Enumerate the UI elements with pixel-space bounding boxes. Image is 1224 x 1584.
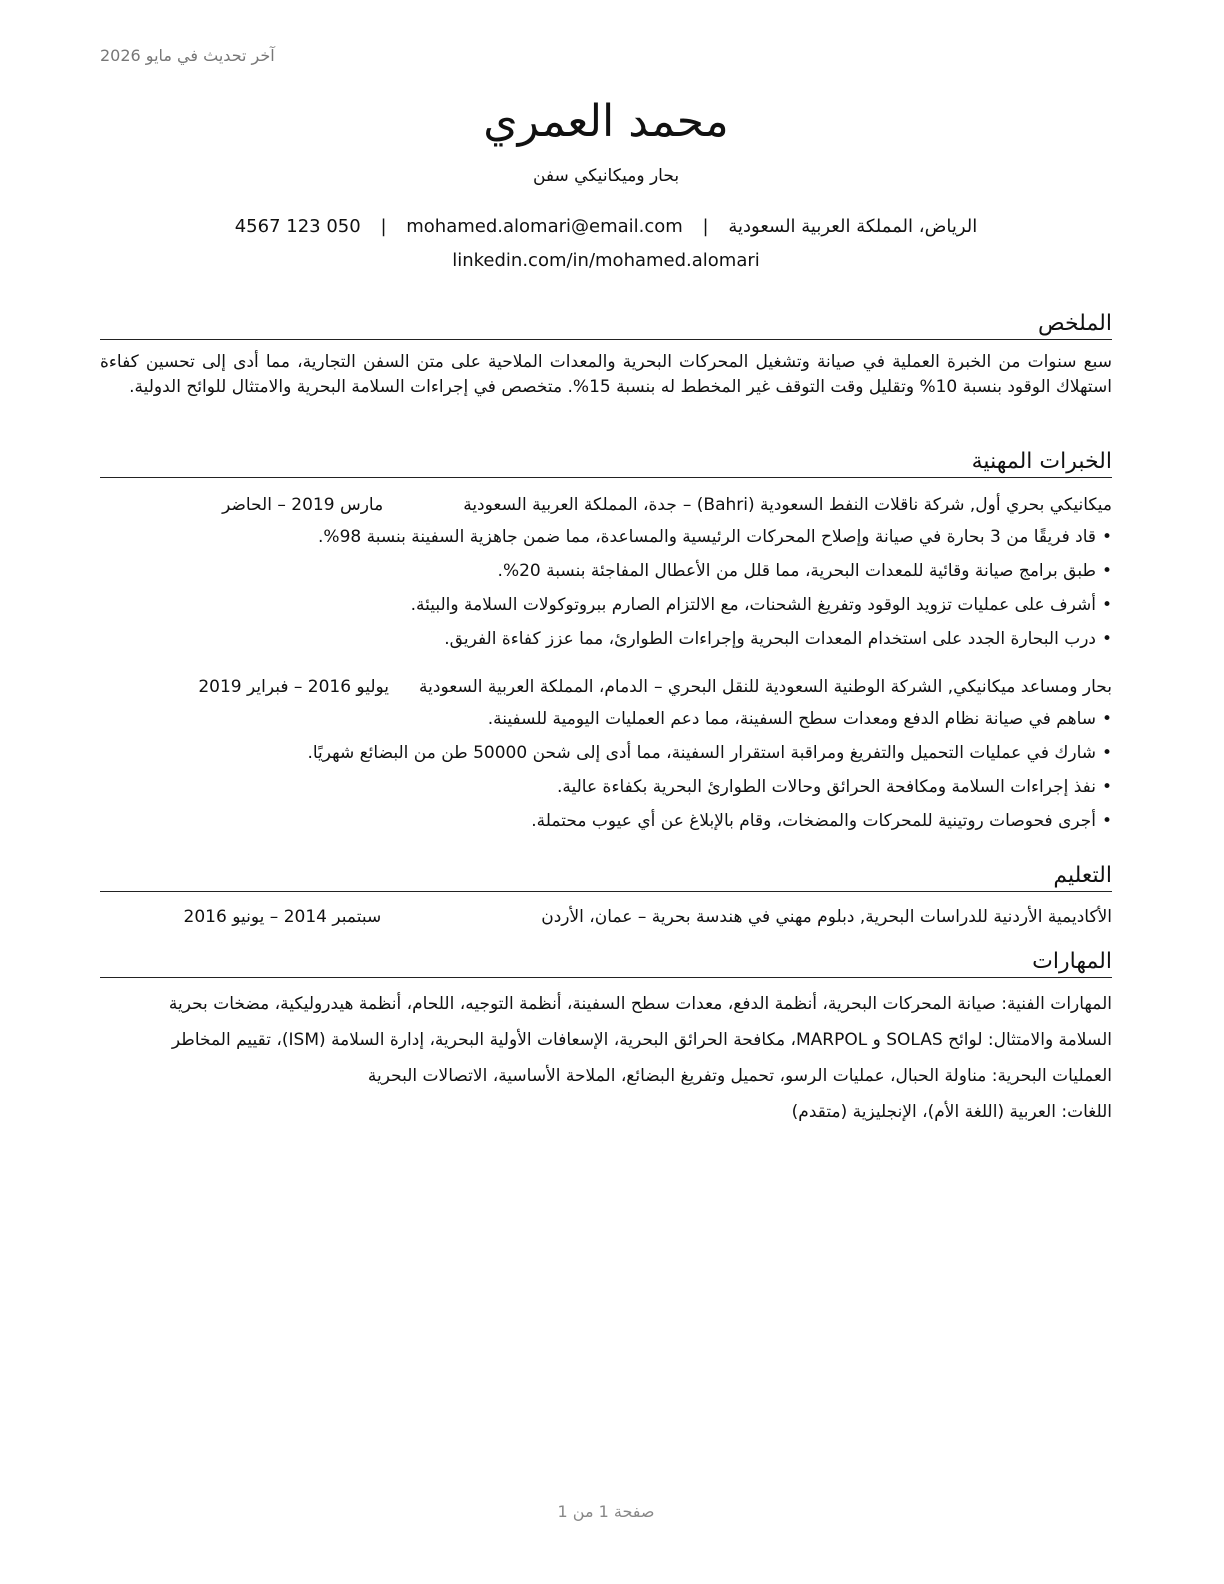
contact-separator: | xyxy=(702,216,709,237)
education-dates: سبتمبر 2014 – يونيو 2016 xyxy=(183,907,382,927)
job-role: ميكانيكي بحري أول, شركة ناقلات النفط السعودية (Bahri) – xyxy=(682,495,1112,515)
job-bullet: • قاد فريقًا من 3 بحارة في صيانة وإصلاح المحركات الرئيسية والمساعدة، مما ضمن جاهزية السفينة بنسبة 98%. xyxy=(100,520,1112,554)
resume-header xyxy=(100,92,1112,274)
skills-list xyxy=(100,986,1112,1130)
job-location: الدمام، المملكة العربية السعودية xyxy=(419,677,648,697)
job-header xyxy=(100,492,1112,518)
skills-line: العمليات البحرية: مناولة الحبال، عمليات الرسو، تحميل وتفريغ البضائع، الملاحة الأساسية، الاتصالات البحرية xyxy=(367,1066,1112,1086)
job-entry xyxy=(100,492,1112,656)
phone-number: 4567 123 050 xyxy=(234,216,361,237)
education-heading: التعليم xyxy=(100,862,1112,892)
last-updated-note: آخر تحديث في مايو 2026 xyxy=(100,46,275,65)
job-bullet: • درب البحارة الجدد على استخدام المعدات البحرية وإجراءات الطوارئ، مما عزز كفاءة الفريق. xyxy=(100,622,1112,656)
person-name: محمد العمري xyxy=(483,96,729,147)
summary-heading: الملخص xyxy=(100,310,1112,340)
summary-section xyxy=(100,310,1112,400)
job-bullet: • أشرف على عمليات تزويد الوقود وتفريغ الشحنات، مع الالتزام الصارم ببروتوكولات السلامة والبيئة. xyxy=(100,588,1112,622)
contact-line xyxy=(100,214,1112,240)
job-dates: يوليو 2016 – فبراير 2019 xyxy=(198,677,390,697)
location-text: الرياض، المملكة العربية السعودية xyxy=(728,216,978,237)
education-entry xyxy=(100,904,1112,930)
job-entry xyxy=(100,674,1112,838)
job-bullet: • شارك في عمليات التحميل والتفريغ ومراقبة استقرار السفينة، مما أدى إلى شحن 50000 طن من البضائع شهريًا. xyxy=(100,736,1112,770)
resume-page xyxy=(100,0,1112,1584)
experience-heading: الخبرات المهنية xyxy=(100,448,1112,478)
education-section xyxy=(100,862,1112,930)
job-location: جدة، المملكة العربية السعودية xyxy=(463,495,677,515)
skills-section xyxy=(100,948,1112,1130)
page-number: صفحة 1 من 1 xyxy=(557,1502,655,1521)
skills-line: اللغات: العربية (اللغة الأم)، الإنجليزية (متقدم) xyxy=(791,1102,1112,1122)
linkedin-link[interactable]: linkedin.com/in/mohamed.alomari xyxy=(452,250,760,271)
education-text: الأكاديمية الأردنية للدراسات البحرية, دبلوم مهني في هندسة بحرية – عمان، الأردن xyxy=(541,907,1112,927)
contact-separator: | xyxy=(380,216,387,237)
job-role: بحار ومساعد ميكانيكي, الشركة الوطنية السعودية للنقل البحري – xyxy=(654,677,1112,697)
job-bullets xyxy=(100,702,1112,838)
experience-section xyxy=(100,448,1112,838)
email-link[interactable]: mohamed.alomari@email.com xyxy=(406,216,683,237)
job-header xyxy=(100,674,1112,700)
job-dates: مارس 2019 – الحاضر xyxy=(222,495,384,515)
skills-heading: المهارات xyxy=(100,948,1112,978)
job-bullet: • نفذ إجراءات السلامة ومكافحة الحرائق وحالات الطوارئ البحرية بكفاءة عالية. xyxy=(100,770,1112,804)
job-title: بحار وميكانيكي سفن xyxy=(532,166,680,186)
skills-line: السلامة والامتثال: لوائح SOLAS و MARPOL، مكافحة الحرائق البحرية، الإسعافات الأولية البحرية، إدارة السلامة (ISM)، تقييم المخاطر xyxy=(171,1030,1112,1050)
job-bullets xyxy=(100,520,1112,656)
skills-line: المهارات الفنية: صيانة المحركات البحرية، أنظمة الدفع، معدات سطح السفينة، أنظمة التوجيه، اللحام، أنظمة هيدروليكية، مضخات بحرية xyxy=(168,994,1112,1014)
job-bullet: • أجرى فحوصات روتينية للمحركات والمضخات، وقام بالإبلاغ عن أي عيوب محتملة. xyxy=(100,804,1112,838)
summary-text: سبع سنوات من الخبرة العملية في صيانة وتشغيل المحركات البحرية والمعدات الملاحية على متن السفن التجارية، مما أدى إلى تحسين كفاءة استهلاك الوقود بنسبة 10% وتقليل وقت التوقف غير المخطط له بنسبة 15%. متخصص في إجراءات السلامة البحرية والامتثال للوائح الدولية. xyxy=(100,352,1112,397)
job-bullet: • طبق برامج صيانة وقائية للمعدات البحرية، مما قلل من الأعطال المفاجئة بنسبة 20%. xyxy=(100,554,1112,588)
job-bullet: • ساهم في صيانة نظام الدفع ومعدات سطح السفينة، مما دعم العمليات اليومية للسفينة. xyxy=(100,702,1112,736)
